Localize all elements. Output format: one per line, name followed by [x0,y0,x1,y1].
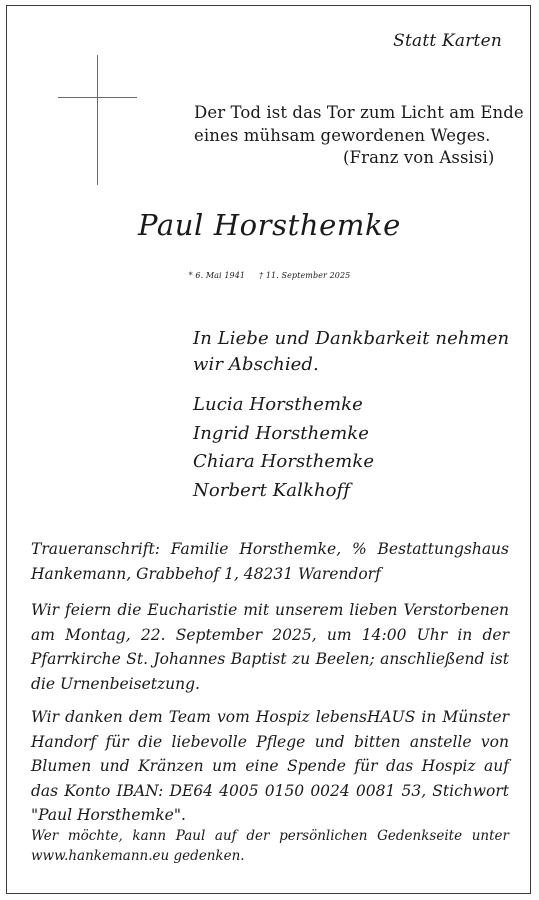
thanks-line: "Paul Horsthemke". [31,806,186,824]
quote-attribution: (Franz von Assisi) [343,148,495,167]
farewell-line-1: In Liebe und Dankbarkeit nehmen [193,328,510,349]
thanks-line: Wir danken dem Team vom Hospiz lebensHAUS in Münster [31,708,509,726]
thanks-paragraph [31,705,509,828]
thanks-line: das Konto IBAN: DE64 4005 0150 0024 0081 53, Stichwort [31,781,509,800]
cross-icon-horizontal [58,97,137,98]
mourner-name: Lucia Horsthemke [193,394,363,415]
service-line: am Montag, 22. September 2025, um 14:00 Uhr in der [31,625,509,644]
service-line: Wir feiern die Eucharistie mit unserem lieben Verstorbenen [31,601,509,619]
quote-line-2: eines mühsam gewordenen Weges. [194,126,491,145]
statt-karten-label: Statt Karten [393,31,502,51]
birth-date: * 6. Mai 1941 [188,271,246,280]
thanks-line: Handorf für die liebevolle Pflege und bitten anstelle von [31,732,509,751]
footer-line: Wer möchte, kann Paul auf der persönlichen Gedenkseite unter [31,828,509,844]
memorial-page-note [31,826,509,866]
mourner-name: Ingrid Horsthemke [193,423,370,444]
farewell-line-2: wir Abschied. [193,354,319,375]
address-line: Hankemann, Grabbehof 1, 48231 Warendorf [31,564,381,583]
service-line: die Urnenbeisetzung. [31,674,200,693]
mourner-name: Chiara Horsthemke [193,451,375,472]
thanks-line: Blumen und Kränzen um eine Spende für das Hospiz auf [31,757,509,775]
life-dates [0,271,539,280]
mourning-address [31,537,509,586]
service-paragraph [31,598,509,696]
mourner-name: Norbert Kalkhoff [193,480,351,501]
service-line: Pfarrkirche St. Johannes Baptist zu Beelen; anschließend ist [31,650,509,668]
deceased-name: Paul Horsthemke [138,208,401,242]
cross-icon-vertical [97,55,98,185]
address-line: Traueranschrift: Familie Horsthemke, % Bestattungshaus [31,540,509,558]
death-date: † 11. September 2025 [259,271,351,280]
footer-line: www.hankemann.eu gedenken. [31,848,245,864]
quote-line-1: Der Tod ist das Tor zum Licht am Ende [194,103,524,122]
